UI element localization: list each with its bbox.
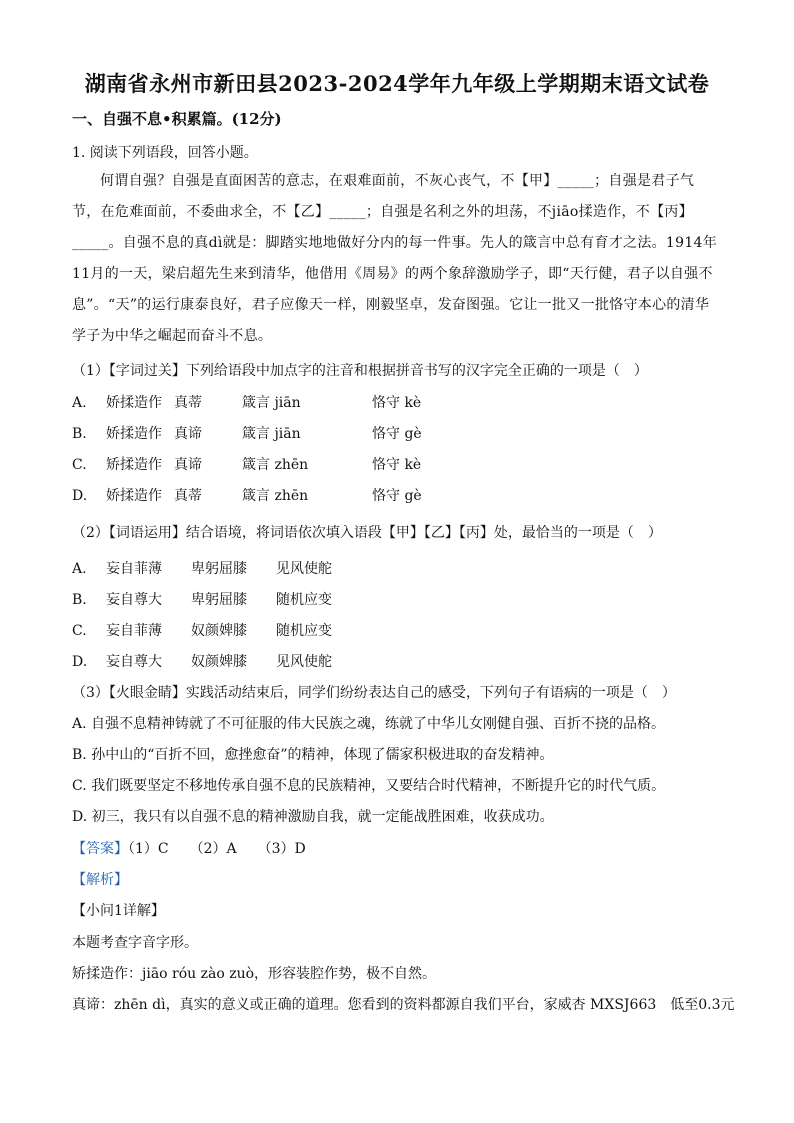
option-cell: 奴颜婢膝	[191, 654, 247, 670]
option-cell: 真谛	[174, 426, 202, 442]
page-title: 湖南省永州市新田县2023-2024学年九年级上学期期末语文试卷	[84, 71, 710, 96]
option-cell: 箴言 jiān	[242, 395, 301, 411]
option-cell: 箴言 zhēn	[242, 457, 309, 473]
option-cell: B.	[72, 426, 87, 442]
option-cell: 卑躬屈膝	[191, 561, 247, 577]
explanation-line: 本题考查字音字形。	[72, 935, 198, 951]
explanation-line: 矫揉造作：jiāo róu zào zuò，形容装腔作势，极不自然。	[72, 966, 437, 982]
option-row	[72, 485, 472, 505]
option-cell: 妄自菲薄	[106, 561, 162, 577]
option-cell: 恪守 kè	[372, 457, 422, 473]
analysis-tag: 【解析】	[72, 872, 128, 888]
answer-line	[72, 838, 306, 858]
option-cell: 娇揉造作	[106, 395, 162, 411]
option-cell: 恪守 gè	[372, 426, 422, 442]
option-row	[72, 454, 472, 474]
option-cell: C.	[72, 623, 87, 639]
option-cell: C.	[72, 457, 87, 473]
section-heading: 一、自强不息•积累篇。(12分)	[72, 110, 282, 128]
option-cell: A.	[72, 395, 87, 411]
option-cell: 见风使舵	[276, 561, 332, 577]
option-cell: D.	[72, 488, 88, 504]
option-row	[72, 589, 376, 609]
reading-passage: 何谓自强？自强是直面困苦的意志，在艰难面前，不灰心丧气，不【甲】_____；自强是君子气节，在危难面前，不委曲求全，不【乙】_____；自强是名利之外的坦荡，不jiāo揉造作，不【丙】_____。自强不息的真dì就是：脚踏实地地做好分内的每一件事。先人的箴言中总有育才之法。1914年11月的一天，梁启超先生来到清华，他借用《周易》的两个象辞激励学子，即“天行健，君子以自强不息”。“天”的运行康泰良好，君子应像天一样，刚毅坚卓，发奋图强。它让一批又一批恪守本心的清华学子为中华之崛起而奋斗不息。	[72, 173, 718, 344]
option-cell: 箴言 zhēn	[242, 488, 309, 504]
option-cell: 矫揉造作	[106, 457, 162, 473]
question-1-1: （1）【字词过关】下列给语段中加点字的注音和根据拼音书写的汉字完全正确的一项是（ ）	[72, 363, 648, 379]
option-cell: 奴颜婢膝	[191, 623, 247, 639]
option-cell: 真蒂	[174, 395, 202, 411]
question-intro: 1. 阅读下列语段，回答小题。	[72, 145, 258, 161]
option-cell: D.	[72, 654, 88, 670]
option-cell: 妄自尊大	[106, 592, 162, 608]
option-cell: 娇揉造作	[106, 488, 162, 504]
option-cell: 真谛	[174, 457, 202, 473]
option-cell: B.	[72, 592, 87, 608]
option-cell: 娇揉造作	[106, 426, 162, 442]
option-row	[72, 558, 376, 578]
option-row	[72, 620, 376, 640]
option-cell: 真蒂	[174, 488, 202, 504]
option-cell: 随机应变	[276, 623, 332, 639]
option-cell: 恪守 kè	[372, 395, 422, 411]
option-item: C. 我们既要坚定不移地传承自强不息的民族精神，又要结合时代精神，不断提升它的时代气质。	[72, 778, 666, 794]
option-cell: 箴言 jiān	[242, 426, 301, 442]
option-cell: 卑躬屈膝	[191, 592, 247, 608]
option-item: B. 孙中山的“百折不回，愈挫愈奋”的精神，体现了儒家积极进取的奋发精神。	[72, 747, 554, 763]
option-item: D. 初三，我只有以自强不息的精神激励自我，就一定能战胜困难，收获成功。	[72, 809, 554, 825]
option-row	[72, 651, 376, 671]
option-cell: A.	[72, 561, 87, 577]
answer-text: （1）C （2）A （3）D	[128, 841, 306, 857]
option-cell: 见风使舵	[276, 654, 332, 670]
question-1-2: （2）【词语运用】结合语境，将词语依次填入语段【甲】【乙】【丙】处，最恰当的一项是（ ）	[72, 525, 662, 541]
option-cell: 妄自尊大	[106, 654, 162, 670]
option-cell: 随机应变	[276, 592, 332, 608]
question-1-3: （3）【火眼金睛】实践活动结束后，同学们纷纷表达自己的感受，下列句子有语病的一项是（ ）	[72, 685, 676, 701]
sub-question-title: 【小问1详解】	[72, 903, 165, 919]
option-cell: 恪守 gè	[372, 488, 422, 504]
option-row	[72, 392, 472, 412]
option-cell: 妄自菲薄	[106, 623, 162, 639]
option-item: A. 自强不息精神铸就了不可征服的伟大民族之魂，练就了中华儿女刚健自强、百折不挠的品格。	[72, 716, 666, 732]
option-row	[72, 423, 472, 443]
answer-tag: 【答案】	[72, 841, 128, 857]
explanation-line: 真谛：zhēn dì，真实的意义或正确的道理。您看到的资料都源自我们平台，家威杏 MXSJ663 低至0.3元	[72, 997, 735, 1013]
